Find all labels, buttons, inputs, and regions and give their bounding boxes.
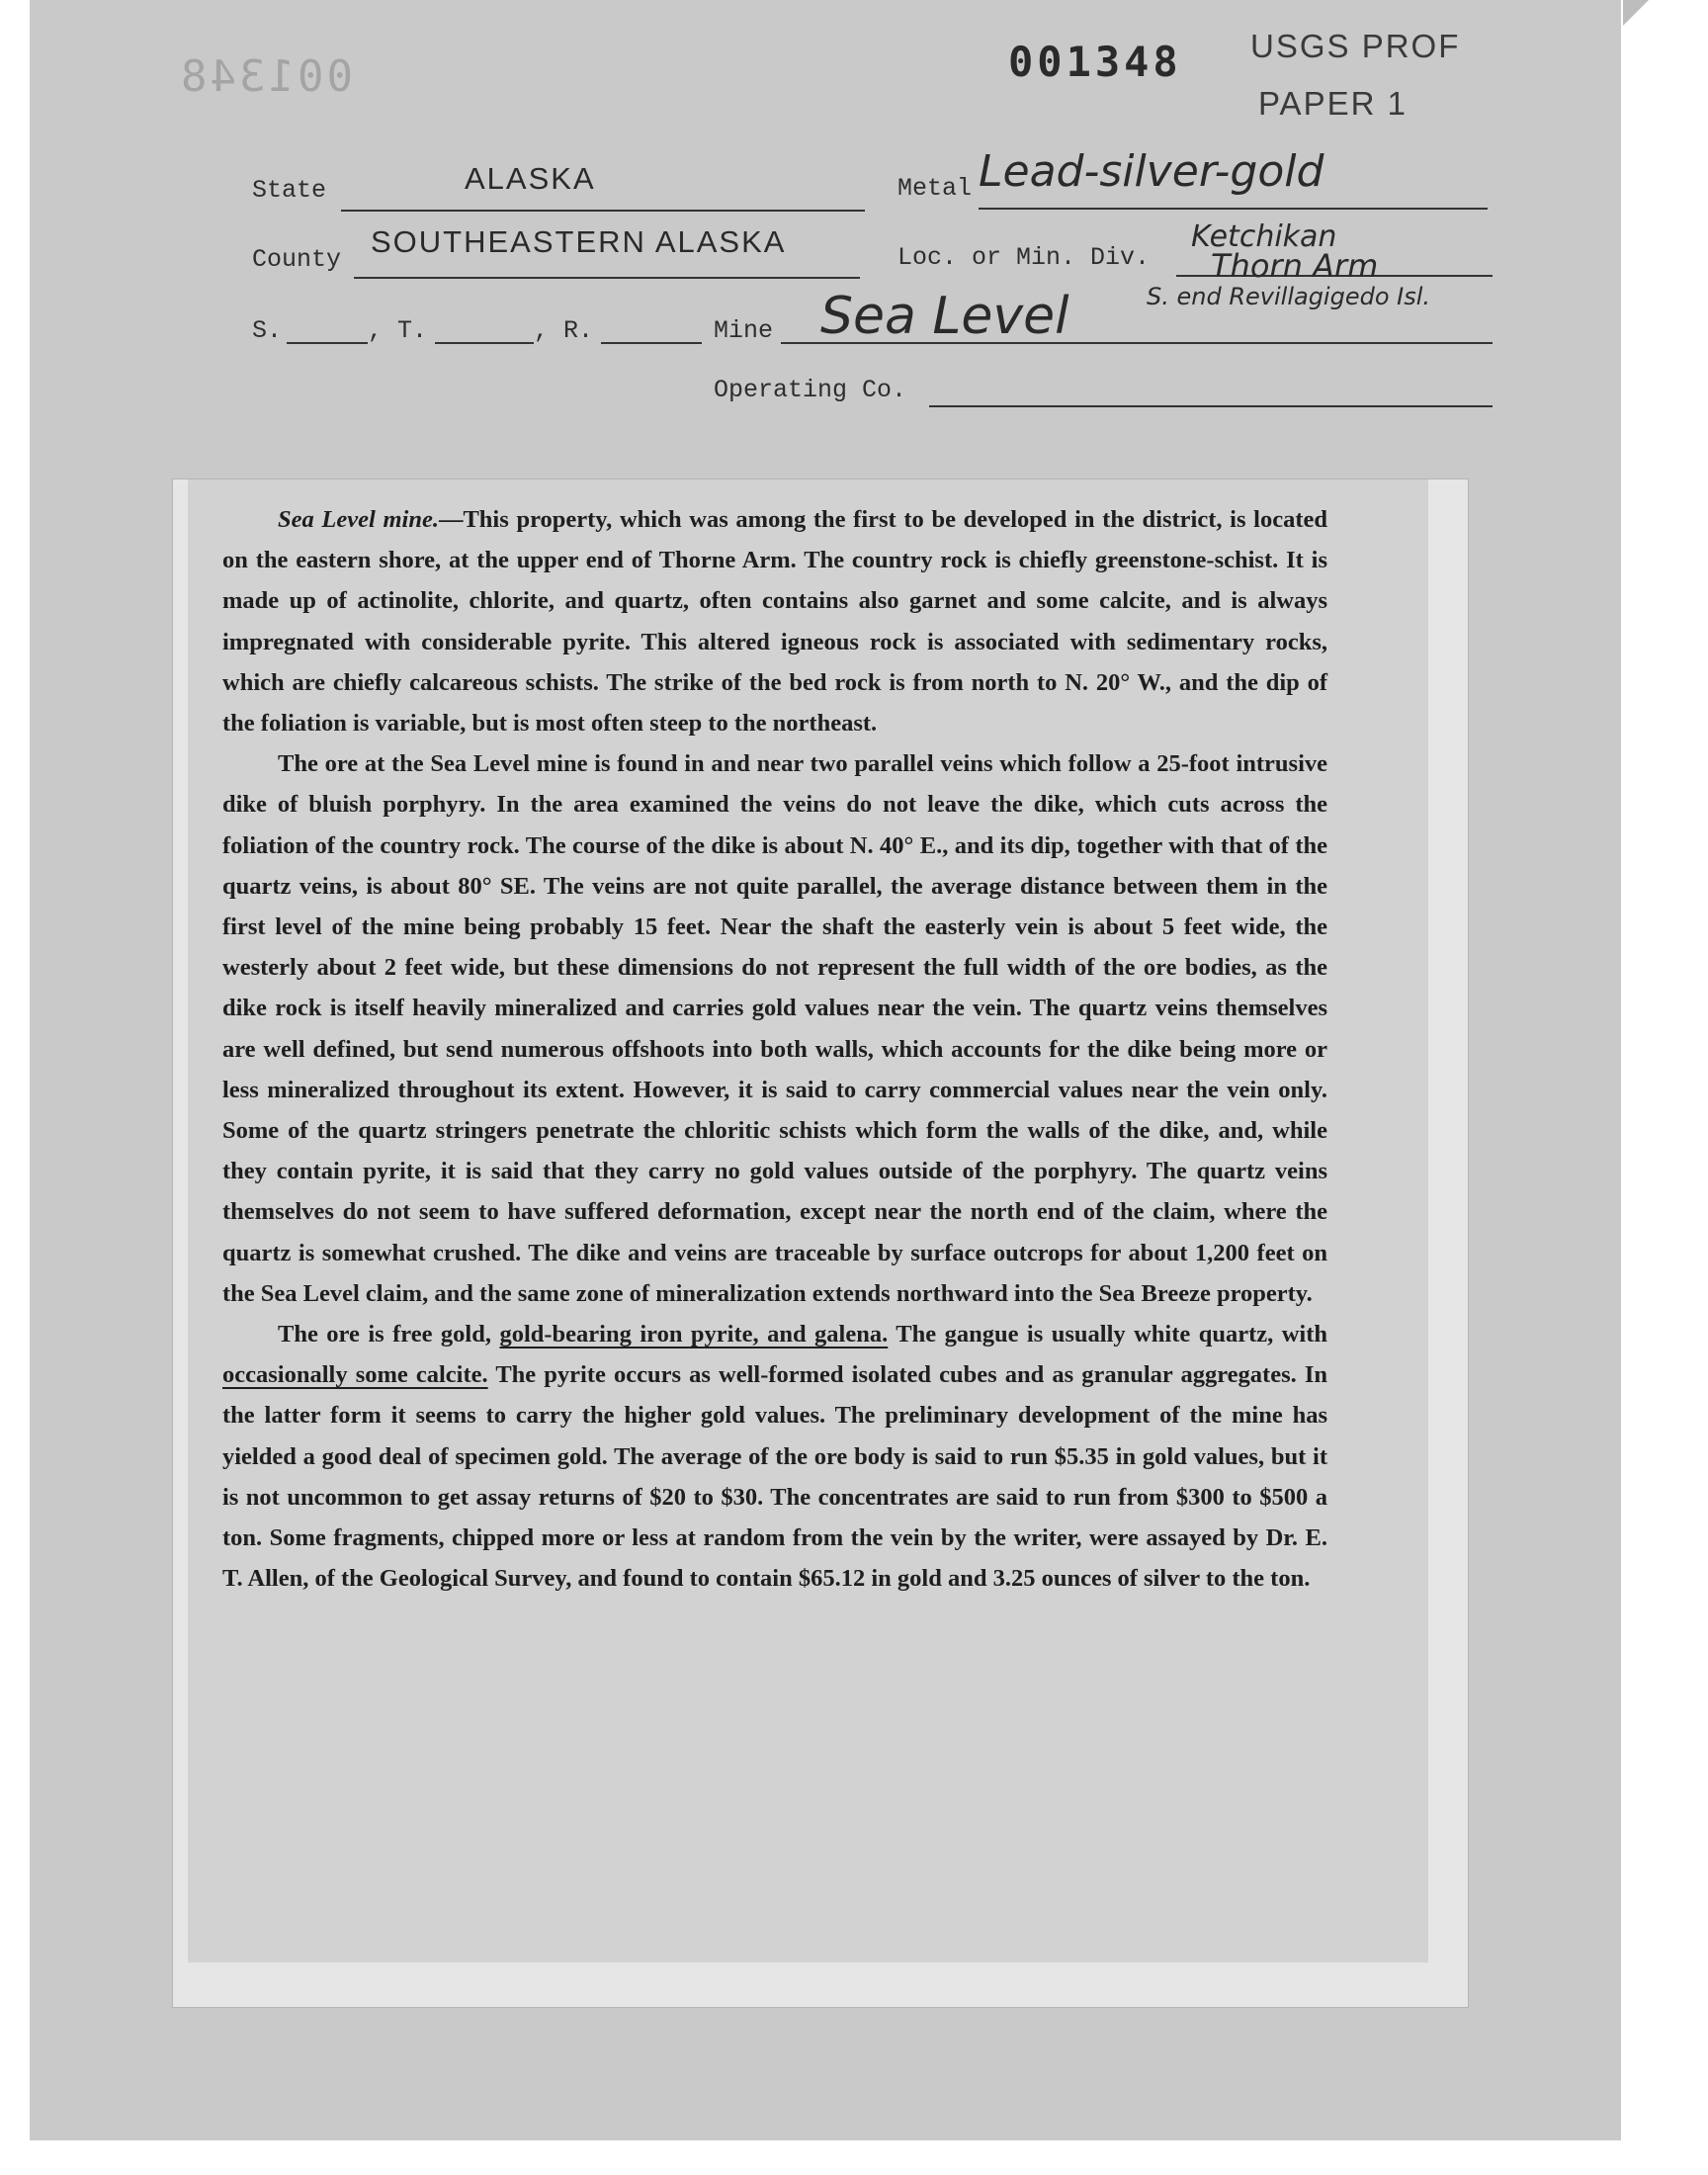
metal-label: Metal	[897, 174, 973, 203]
division-value-line1: Ketchikan	[1191, 219, 1337, 254]
mine-value: Sea Level	[820, 287, 1069, 346]
lead-title: Sea Level mine.	[278, 506, 439, 533]
township-line	[435, 342, 534, 344]
faded-stamp-number: 001348	[178, 51, 353, 102]
section-label: S.	[252, 316, 283, 345]
range-line	[601, 342, 702, 344]
series-stamp	[1250, 18, 1460, 132]
division-value-line2: Thorn Arm	[1211, 247, 1379, 285]
underlined-ore-minerals: gold-bearing iron pyrite, and galena.	[499, 1321, 889, 1348]
underlined-calcite: occasionally some calcite.	[222, 1361, 488, 1389]
paragraph-1	[222, 499, 1327, 743]
range-label: , R.	[534, 316, 594, 345]
article-text	[222, 499, 1327, 1599]
paragraph-3	[222, 1314, 1327, 1599]
county-line	[354, 277, 860, 279]
county-label: County	[252, 245, 342, 274]
metal-value: Lead-silver-gold	[979, 146, 1324, 197]
series-line-1: USGS PROF	[1250, 28, 1461, 64]
mine-label: Mine	[714, 316, 774, 345]
series-line-2: PAPER 1	[1258, 85, 1408, 122]
paragraph-3-part-c: The pyrite occurs as well-formed isolated cubes and as granular aggregates. In the latter form it seems to carry the higher gold values. The preliminary development of the mine has yielded a good deal of specimen gold. The average of the ore body is said to run $5.35 in gold values, but it is not uncommon to get assay returns of $20 to $30. The concentrates are said to run from $300 to $500 a ton. Some fragments, chipped more or less at random from the vein by the writer, were assayed by Dr. E. T. Allen, of the Geological Survey, and found to contain $65.12 in gold and 3.25 ounces of silver to the ton.	[222, 1361, 1327, 1593]
paragraph-3-part-b: The gangue is usually white quartz, with	[888, 1321, 1327, 1348]
division-note: S. end Revillagigedo Isl.	[1147, 283, 1431, 310]
paragraph-1-text: —This property, which was among the first to be developed in the district, is located on the eastern shore, at the upper end of Thorne Arm. The country rock is chiefly greenstone-schist. It is made up of actinolite, chlorite, and quartz, often contains also garnet and some calcite, and is always impregnated with considerable pyrite. This altered igneous rock is associated with sedimentary rocks, which are chiefly calcareous schists. The strike of the bed rock is from north to N. 20° W., and the dip of the foliation is variable, but is most often steep to the northeast.	[222, 506, 1327, 738]
record-number-stamp: 001348	[1008, 38, 1182, 86]
township-label: , T.	[368, 316, 428, 345]
state-label: State	[252, 176, 327, 205]
state-value: ALASKA	[465, 161, 596, 196]
state-line	[341, 210, 865, 212]
paragraph-2: The ore at the Sea Level mine is found in and near two parallel veins which follow a 25-foot intrusive dike of bluish porphyry. In the area examined the veins do not leave the dike, which cuts across the foliation of the country rock. The course of the dike is about N. 40° E., and its dip, together with that of the quartz veins, is about 80° SE. The veins are not quite parallel, the average distance between them in the first level of the mine being probably 15 feet. Near the shaft the easterly vein is about 5 feet wide, the westerly about 2 feet wide, but these dimensions do not represent the full width of the ore bodies, as the dike rock is itself heavily mineralized and carries gold values near the vein. The quartz veins themselves are well defined, but send numerous offshoots into both walls, which accounts for the dike being more or less mineralized throughout its extent. However, it is said to carry commercial values near the vein only. Some of the quartz stringers penetrate the chloritic schists which form the walls of the dike, and, while they contain pyrite, it is said that they carry no gold values outside of the porphyry. The quartz veins themselves do not seem to have suffered deformation, except near the north end of the claim, where the quartz is somewhat crushed. The dike and veins are traceable by surface outcrops for about 1,200 feet on the Sea Level claim, and the same zone of mineralization extends northward into the Sea Breeze property.	[222, 750, 1327, 1307]
section-line	[287, 342, 368, 344]
paragraph-3-part-a: The ore is free gold,	[278, 1321, 500, 1348]
folded-corner	[1623, 0, 1649, 26]
division-label: Loc. or Min. Div.	[897, 243, 1151, 272]
operating-co-line	[929, 405, 1493, 407]
operating-co-label: Operating Co.	[714, 376, 907, 404]
county-value: SOUTHEASTERN ALASKA	[371, 224, 787, 259]
metal-line	[979, 208, 1488, 210]
